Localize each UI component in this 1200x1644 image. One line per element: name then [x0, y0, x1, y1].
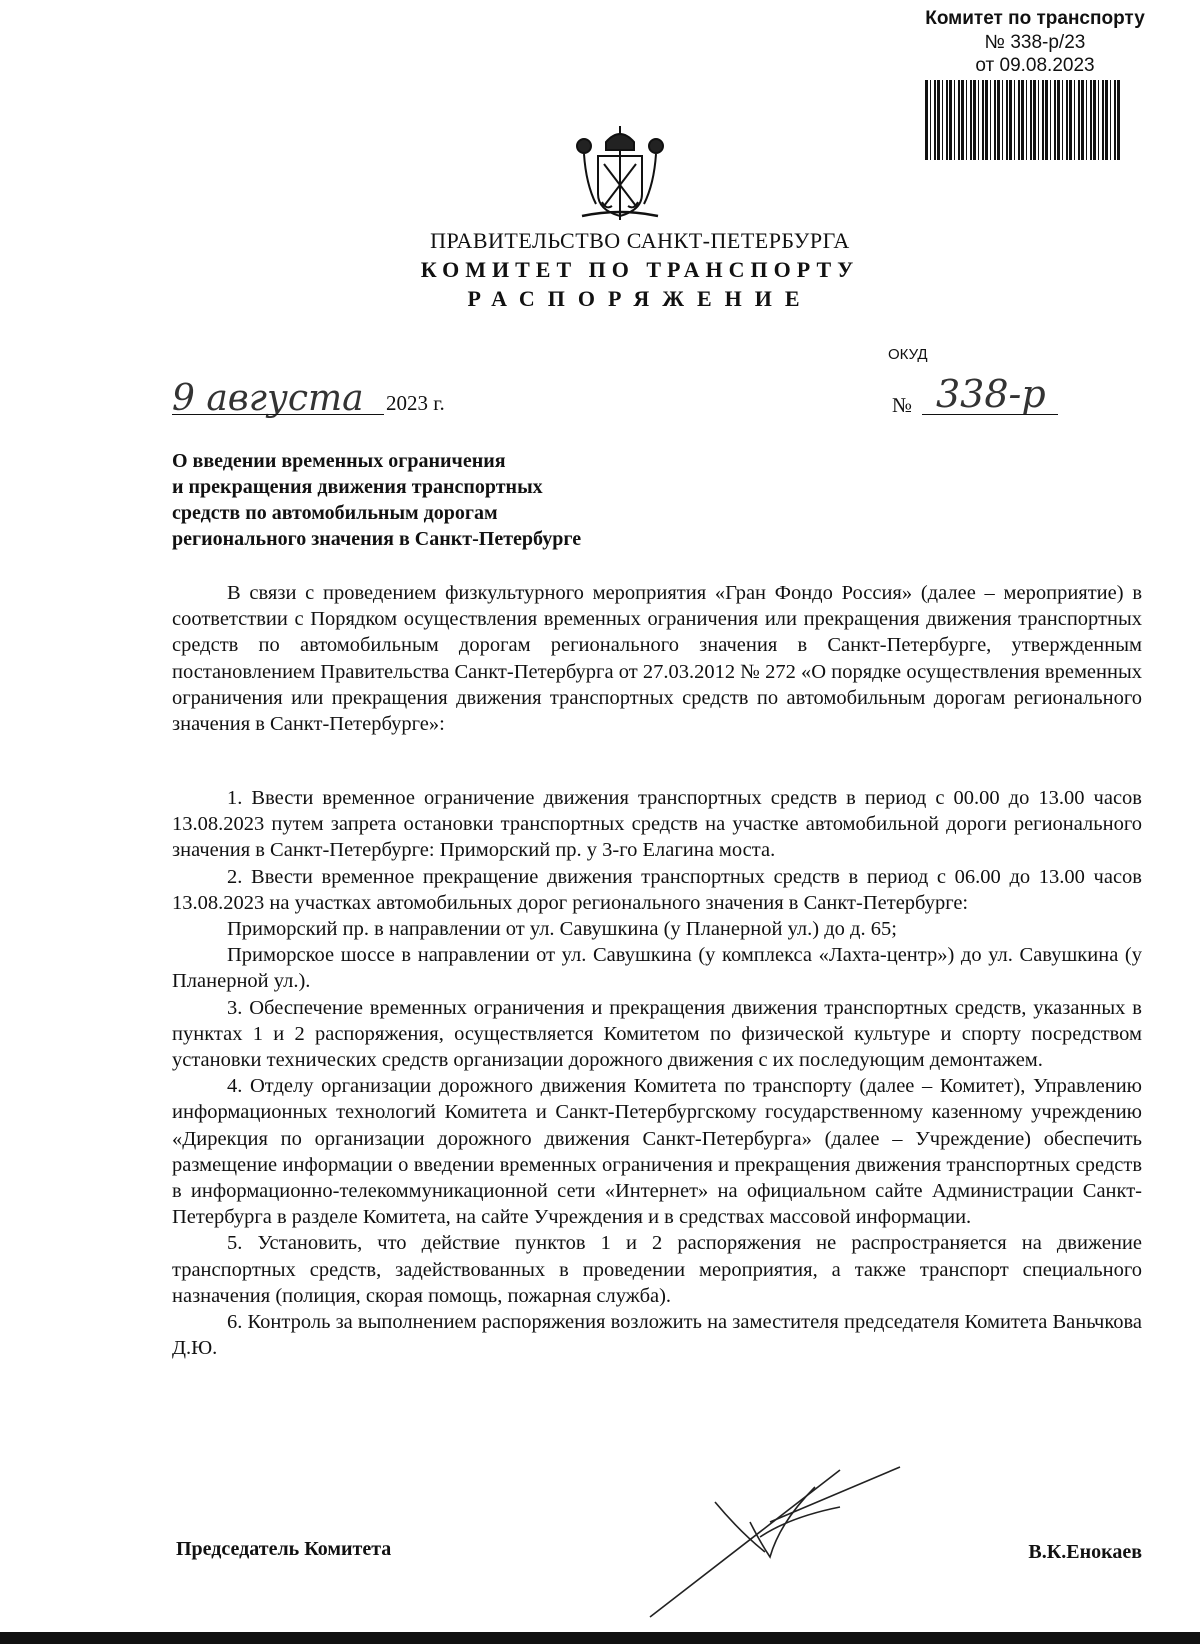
paragraph-1: 1. Ввести временное ограничение движения транспортных средств в период с 00.00 до 13.00 часов 13.08.2023 путем запрета остановки транспортных средств на участке автомобильной дороги регионального значения в Санкт-Петербурге: Приморский пр. у 3-го Елагина моста. [172, 787, 1142, 862]
subject-line: О введении временных ограничения [172, 450, 506, 472]
stamp-reg-date: от 09.08.2023 [975, 55, 1095, 76]
number-handwritten: 338-р [936, 372, 1046, 416]
committee-title: КОМИТЕТ ПО ТРАНСПОРТУ [420, 257, 860, 282]
page-bottom-border [0, 1632, 1200, 1644]
document-type: РАСПОРЯЖЕНИЕ [467, 286, 813, 311]
number-sign: № [892, 393, 913, 417]
paragraph-3: 3. Обеспечение временных ограничения и прекращения движения транспортных средств, указанных в пунктах 1 и 2 распоряжения, осуществляется Комитетом по физической культуре и спорту посредством установки технических средств организации дорожного движения с их последующим демонтажем. [172, 996, 1142, 1072]
intro-paragraph: В связи с проведением физкультурного мероприятия «Гран Фондо Россия» (далее – мероприятие) в соответствии с Порядком осуществления временных ограничения или прекращения движения транспортных средств по автомобильным дорогам регионального значения в Санкт-Петербурге, утвержденным постановлением Правительства Санкт-Петербурга от 27.03.2012 № 272 «О порядке осуществления временных ограничения или прекращения движения транспортных средств по автомобильным дорогам регионального значения в Санкт-Петербурге»: [172, 582, 1142, 736]
okud-label: ОКУД [888, 346, 928, 363]
date-underline [172, 414, 384, 415]
order-paragraphs [172, 785, 1142, 1361]
paragraph-2-item-b: Приморское шоссе в направлении от ул. Савушкина (у комплекса «Лахта-центр») до ул. Савушкина (у Планерной ул.). [172, 944, 1142, 993]
subject-line: и прекращения движения транспортных [172, 476, 543, 498]
subject-line: регионального значения в Санкт-Петербурге [172, 528, 582, 550]
stamp-reg-number: № 338-р/23 [984, 32, 1086, 53]
intro-block [172, 580, 1142, 737]
stamp-org: Комитет по транспорту [925, 8, 1145, 29]
date-handwritten: 9 августа [172, 378, 364, 419]
number-underline [922, 414, 1058, 415]
document-subject [172, 448, 581, 552]
date-year: 2023 г. [386, 391, 445, 415]
paragraph-2-item-a: Приморский пр. в направлении от ул. Савушкина (у Планерной ул.) до д. 65; [227, 918, 897, 941]
coat-of-arms-icon [572, 124, 668, 224]
barcode [925, 80, 1120, 160]
paragraph-4: 4. Отделу организации дорожного движения Комитета по транспорту (далее – Комитет), Управлению информационных технологий Комитета и Санкт-Петербургскому государственному казенному учреждению «Дирекция по организации дорожного движения Санкт-Петербурга» (далее – Учреждение) обеспечить размещение информации о введении временных ограничения и прекращения движения транспортных средств в информационно-телекоммуникационной сети «Интернет» на официальном сайте Администрации Санкт-Петербурга в разделе Комитета, на сайте Учреждения и в средствах массовой информации. [172, 1075, 1142, 1229]
paragraph-2: 2. Ввести временное прекращение движения транспортных средств в период с 06.00 до 13.00 часов 13.08.2023 на участках автомобильных дорог регионального значения в Санкт-Петербурге: [172, 865, 1142, 914]
paragraph-5: 5. Установить, что действие пунктов 1 и 2 распоряжения не распространяется на движение транспортных средств, задействованных в проведении мероприятия, а также транспорт специального назначения (полиция, скорая помощь, пожарная служба). [172, 1232, 1142, 1307]
signatory-position: Председатель Комитета [176, 1538, 392, 1560]
registration-stamp [870, 0, 1200, 165]
government-title: ПРАВИТЕЛЬСТВО САНКТ-ПЕТЕРБУРГА [430, 228, 850, 253]
subject-line: средств по автомобильным дорогам [172, 502, 498, 524]
paragraph-6: 6. Контроль за выполнением распоряжения возложить на заместителя председателя Комитета Ваньчкова Д.Ю. [172, 1311, 1142, 1360]
handwritten-signature [640, 1462, 910, 1622]
signatory-name: В.К.Енокаев [1028, 1541, 1142, 1563]
